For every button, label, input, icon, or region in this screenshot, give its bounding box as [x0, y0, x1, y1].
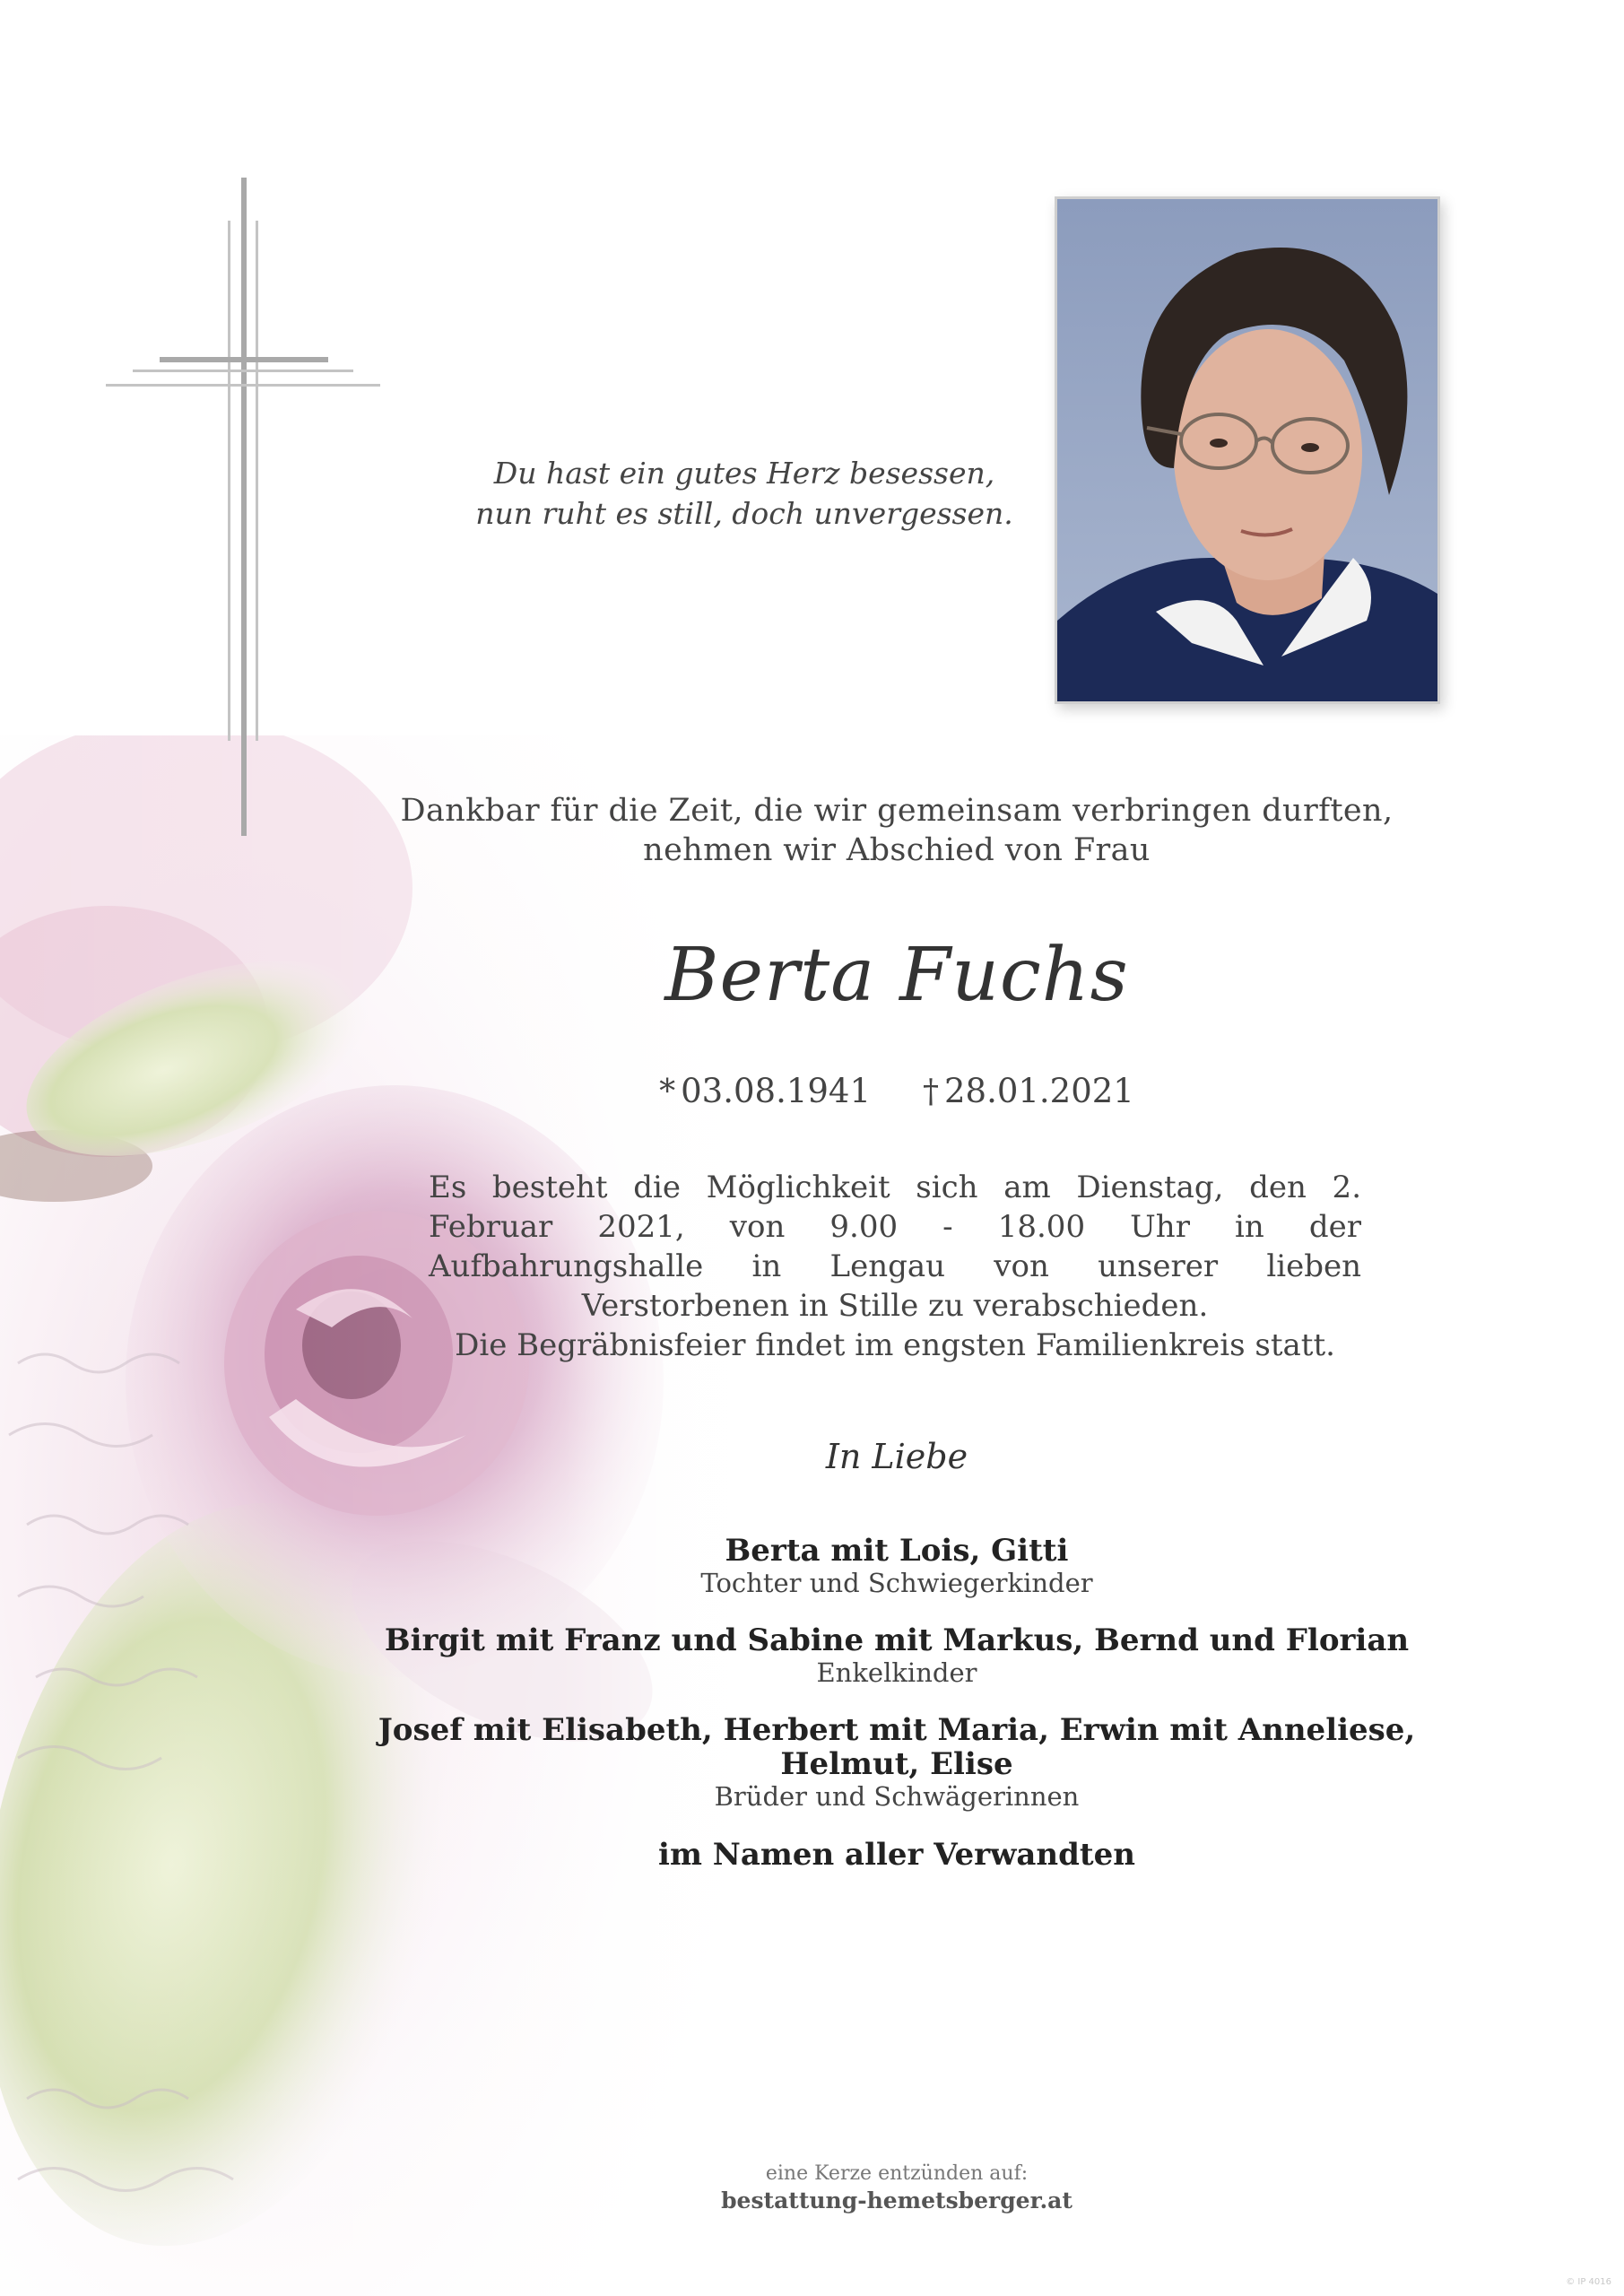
deceased-name: Berta Fuchs: [664, 933, 1129, 1018]
birth-symbol: *: [659, 1074, 676, 1110]
mourners-list: [359, 1534, 1435, 1873]
mourner-relation: Brüder und Schwägerinnen: [714, 1781, 1080, 1812]
mourner-names-line-2: Helmut, Elise: [780, 1746, 1013, 1782]
death-date: 28.01.2021: [944, 1072, 1134, 1110]
mourner-names: Berta mit Lois, Gitti: [725, 1533, 1069, 1569]
memorial-verse: [430, 453, 1058, 534]
mourner-group: [359, 1623, 1435, 1688]
in-love-heading: In Liebe: [825, 1437, 968, 1476]
mourner-names-line-1: Josef mit Elisabeth, Herbert mit Maria, Erwin mit Anneliese,: [378, 1712, 1416, 1748]
mourner-group: [359, 1534, 1435, 1598]
life-dates: [538, 1071, 1255, 1113]
intro-line-2: nehmen wir Abschied von Frau: [643, 832, 1151, 868]
intro-line-1: Dankbar für die Zeit, die wir gemeinsam verbringen durften,: [400, 793, 1394, 829]
portrait-illustration: [1057, 199, 1437, 701]
footer: [583, 2161, 1211, 2215]
portrait-photo: [1055, 196, 1440, 704]
funeral-notice: Die Begräbnisfeier findet im engsten Familienkreis statt.: [455, 1327, 1335, 1363]
website-link[interactable]: bestattung-hemetsberger.at: [721, 2187, 1073, 2213]
death-symbol: †: [923, 1074, 939, 1110]
verse-line-1: Du hast ein gutes Herz besessen,: [493, 456, 995, 491]
mourner-relation: Tochter und Schwiegerkinder: [700, 1568, 1093, 1598]
corner-mark: © IP 4016: [1566, 2277, 1611, 2287]
closing-line: im Namen aller Verwandten: [658, 1837, 1135, 1873]
candle-label: eine Kerze entzünden auf:: [765, 2162, 1029, 2185]
birth-date: 03.08.1941: [681, 1072, 871, 1110]
mourner-names: Birgit mit Franz und Sabine mit Markus, Bernd und Florian: [384, 1622, 1410, 1658]
farewell-intro: [359, 791, 1435, 870]
wake-notice: Es besteht die Möglichkeit sich am Dienstag, den 2. Februar 2021, von 9.00 - 18.00 Uhr in der Aufbahrungshalle in Lengau von unserer lieben Verstorbenen in Stille zu verabschieden.: [429, 1170, 1361, 1324]
verse-line-2: nun ruht es still, doch unvergessen.: [475, 496, 1013, 531]
mourner-group: [359, 1713, 1435, 1812]
cross-icon: [106, 178, 380, 836]
mourner-relation: Enkelkinder: [816, 1657, 977, 1688]
